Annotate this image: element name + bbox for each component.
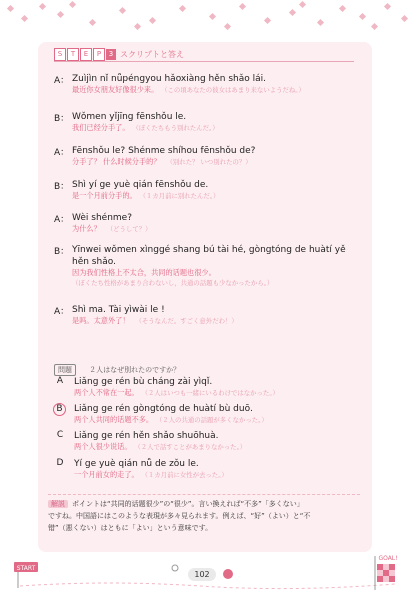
dialogue-line <box>54 111 354 133</box>
step-letter: S <box>54 48 66 61</box>
diamond-decoration <box>57 11 64 18</box>
page-number: 102 <box>188 568 216 581</box>
chinese-text: 是吗。太意外了！ <box>72 316 130 325</box>
japanese-translation: （そうなんだ。すごく意外だわ！） <box>135 317 238 325</box>
section-title: スクリプトと答え <box>120 49 184 59</box>
explanation <box>48 494 360 534</box>
japanese-translation: （ぼくたち性格があまり合わないし，共通の話題も少なかったから。） <box>72 279 274 287</box>
start-label: START <box>16 565 36 572</box>
chinese-text: 是一个月前分手的。 <box>72 191 137 200</box>
chinese-text: 为什么？ <box>72 224 101 233</box>
answer-option <box>54 376 354 398</box>
question-text: ２人はなぜ別れたのですか？ <box>89 366 181 374</box>
pinyin-text: Shì ma. Tài yìwài le ! <box>72 305 165 315</box>
pinyin-text: Wǒmen yǐjīng fēnshǒu le. <box>72 112 187 122</box>
option-label: C <box>56 430 64 440</box>
goal-label: GOAL! <box>378 555 398 562</box>
step-number: 3 <box>106 49 116 60</box>
answer-option <box>54 458 354 480</box>
diamond-decoration <box>224 23 231 30</box>
chinese-text: 我们已经分手了。 <box>72 123 130 132</box>
japanese-translation: （別れた？ いつ別れたの？） <box>166 158 252 166</box>
japanese-translation: （１カ月前に別れたんだ。） <box>142 192 220 200</box>
pinyin-text: Fēnshǒu le? Shénme shíhou fēnshǒu de? <box>72 146 256 156</box>
dialogue-line <box>54 304 354 326</box>
step-letter: P <box>93 48 105 61</box>
answer-option-correct <box>54 403 354 425</box>
diamond-decoration <box>119 7 126 14</box>
chinese-text: 因为我们性格上不太合，共同的话题也很少。 <box>72 268 216 277</box>
pinyin-text: Yīnwei wǒmen xìnggé shang bú tài hé, gòngtóng de huàtí yě hěn shǎo. <box>72 245 346 267</box>
start-sign-icon <box>14 562 38 588</box>
correct-answer-circle: B <box>53 403 66 416</box>
pinyin-text: Wèi shénme? <box>72 213 132 223</box>
decorative-diamond-band <box>0 0 420 30</box>
bubble-icon <box>172 565 178 571</box>
diamond-decoration <box>134 23 141 30</box>
answer-option <box>54 430 354 452</box>
japanese-translation: （２人はいつも一緒にいるわけではなかった。） <box>144 389 279 397</box>
diamond-decoration <box>317 19 324 26</box>
japanese-translation: （ぼくたちもう別れたんだ。） <box>135 124 219 132</box>
dialogue-line <box>54 244 354 288</box>
dialogue-line <box>54 179 354 201</box>
pinyin-text: Liǎng ge rén gòngtóng de huàtí bù duō. <box>74 404 253 414</box>
chinese-text: 两个人共同的话题不多。 <box>74 415 154 424</box>
diamond-decoration <box>21 15 28 22</box>
diamond-decoration <box>299 1 306 8</box>
diamond-decoration <box>289 9 296 16</box>
diamond-decoration <box>339 5 346 12</box>
diamond-decoration <box>89 19 96 26</box>
pinyin-text: Zuìjìn nǐ nǚpéngyou hǎoxiàng hěn shǎo lái. <box>72 74 267 84</box>
dialogue-line <box>54 145 354 167</box>
pinyin-text: Shì yí ge yuè qián fēnshǒu de. <box>72 180 209 190</box>
explanation-tag: 解説 <box>48 500 68 508</box>
diamond-decoration <box>359 13 366 20</box>
header-divider <box>54 61 354 62</box>
question-tag: 問題 <box>54 364 76 376</box>
option-label: A <box>56 376 64 386</box>
diamond-decoration <box>39 3 46 10</box>
pinyin-text: Liǎng ge rén bù cháng zài yìqǐ. <box>74 377 213 387</box>
dialogue-line <box>54 73 354 95</box>
speaker-label: A： <box>54 307 70 317</box>
pig-icon <box>223 569 233 579</box>
diamond-decoration <box>239 3 246 10</box>
question <box>54 357 180 376</box>
diamond-decoration <box>149 17 156 24</box>
diamond-decoration <box>371 23 378 30</box>
japanese-translation: （この頃あなたの彼女はあまり来ないようだね。） <box>164 86 305 94</box>
step-letter: T <box>67 48 79 61</box>
japanese-translation: （１カ月前に女性が去った。） <box>144 471 228 479</box>
chinese-text: 分手了？ 什么时候分手的？ <box>72 157 161 166</box>
diamond-decoration <box>209 13 216 20</box>
explanation-line: ポイントは“共同的话题很少”の“很少”。言い換えれば“不多”「多くない」 <box>72 500 304 508</box>
diamond-decoration <box>179 5 186 12</box>
speaker-label: A： <box>54 215 70 225</box>
option-label: D <box>56 458 64 468</box>
speaker-label: A： <box>54 76 70 86</box>
speaker-label: B： <box>54 182 70 192</box>
diamond-decoration <box>264 17 271 24</box>
japanese-translation: （どうして？） <box>106 225 152 233</box>
japanese-translation: （２人の共通の話題が多くなかった。） <box>159 416 268 424</box>
chinese-text: 一个月前女的走了。 <box>74 470 139 479</box>
japanese-translation: （２人で話すことがあまりなかった。） <box>137 443 247 451</box>
diamond-decoration <box>384 3 391 10</box>
explanation-line: ですね。中国語にはこのような表現が多々見られます。例えば、“好”（よい）と“不 <box>48 512 311 520</box>
speaker-label: A： <box>54 148 70 158</box>
chinese-text: 最近你女朋友好像很少来。 <box>72 85 159 94</box>
chinese-text: 两个人很少说话。 <box>74 442 132 451</box>
pinyin-text: Liǎng ge rén hěn shǎo shuōhuà. <box>74 431 219 441</box>
diamond-decoration <box>69 1 76 8</box>
pinyin-text: Yí ge yuè qián nǚ de zǒu le. <box>74 459 199 469</box>
step-letter: E <box>80 48 92 61</box>
section-header <box>54 47 184 61</box>
speaker-label: B： <box>54 114 70 124</box>
speaker-label: B： <box>54 247 70 257</box>
diamond-decoration <box>7 5 14 12</box>
explanation-line: 错”（悪くない）はともに「よい」という意味です。 <box>48 524 213 532</box>
diamond-decoration <box>401 15 408 22</box>
dialogue-line <box>54 212 354 234</box>
chinese-text: 两个人不常在一起。 <box>74 388 139 397</box>
